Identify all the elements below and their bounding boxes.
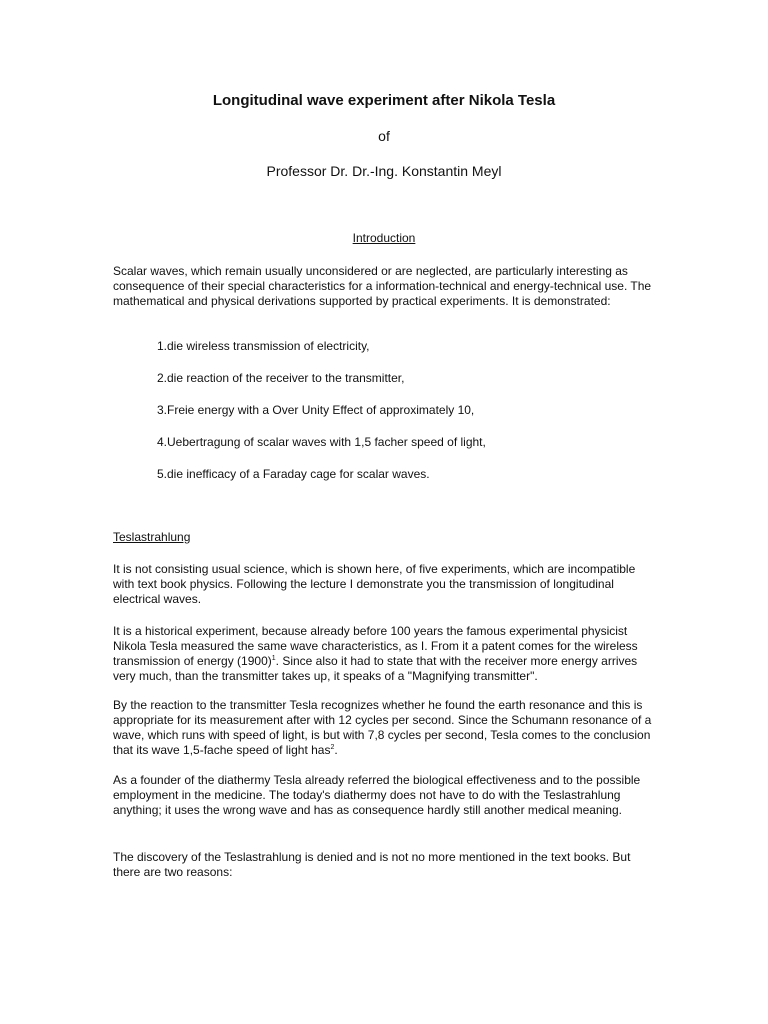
paragraph-text: By the reaction to the transmitter Tesla recognizes whether he found the earth resonance and this is appropriate for its measurement after with 12 cycles per second. Since the Schumann resonance of a wave, which runs with speed of light, is but with 7,8 cycles per second, Tesla comes to the conclusion that its wave 1,5-fache speed of light has: [113, 698, 652, 757]
list-item: 1.die wireless transmission of electricity,: [157, 339, 370, 353]
paragraph-text: It is a historical experiment, because already before 100 years the famous experimental physicist Nikola Tesla measured the same wave characteristics, as I. From it a patent comes for the wireless transmission of energy (1900): [113, 624, 638, 668]
footnote-marker: 2: [330, 744, 335, 751]
document-title: Longitudinal wave experiment after Nikola Tesla: [212, 92, 556, 109]
list-item: 4.Uebertragung of scalar waves with 1,5 facher speed of light,: [157, 435, 486, 449]
intro-paragraph: Scalar waves, which remain usually unconsidered or are neglected, are particularly interesting as consequence of their special characteristics for a information-technical and energy-technical use. The mathematical and physical derivations supported by practical experiments. It is demonstrated:: [113, 264, 652, 308]
paragraph-diathermy: As a founder of the diathermy Tesla already referred the biological effectiveness and to the possible employment in the medicine. The today's diathermy does not have to do with the Teslastrahlung anything; it uses the wrong wave and has as consequence hardly still another medical meaning.: [113, 773, 641, 817]
paragraph-text: .: [334, 743, 338, 757]
paragraph-discovery: The discovery of the Teslastrahlung is denied and is not no more mentioned in the text books. But there are two reasons:: [113, 850, 631, 879]
section-heading-teslastrahlung: Teslastrahlung: [113, 530, 191, 544]
list-item: 5.die inefficacy of a Faraday cage for scalar waves.: [157, 467, 430, 481]
list-item: 2.die reaction of the receiver to the transmitter,: [157, 371, 405, 385]
author-name: Professor Dr. Dr.-Ing. Konstantin Meyl: [266, 163, 502, 179]
paragraph-experiments: It is not consisting usual science, which is shown here, of five experiments, which are incompatible with text book physics. Following the lecture I demonstrate you the transmission of longitudinal electrical waves.: [113, 562, 636, 606]
section-heading-introduction: Introduction: [352, 231, 416, 245]
paragraph-text: . Since also it had to state that with the receiver more energy arrives very much, than the transmitter takes up, it speaks of a "Magnifying transmitter".: [113, 654, 638, 683]
paragraph-resonance: [113, 698, 658, 758]
list-item: 3.Freie energy with a Over Unity Effect of approximately 10,: [157, 403, 475, 417]
byline-of: of: [378, 128, 390, 144]
footnote-marker: 1: [271, 655, 276, 662]
paragraph-history: [113, 624, 658, 684]
